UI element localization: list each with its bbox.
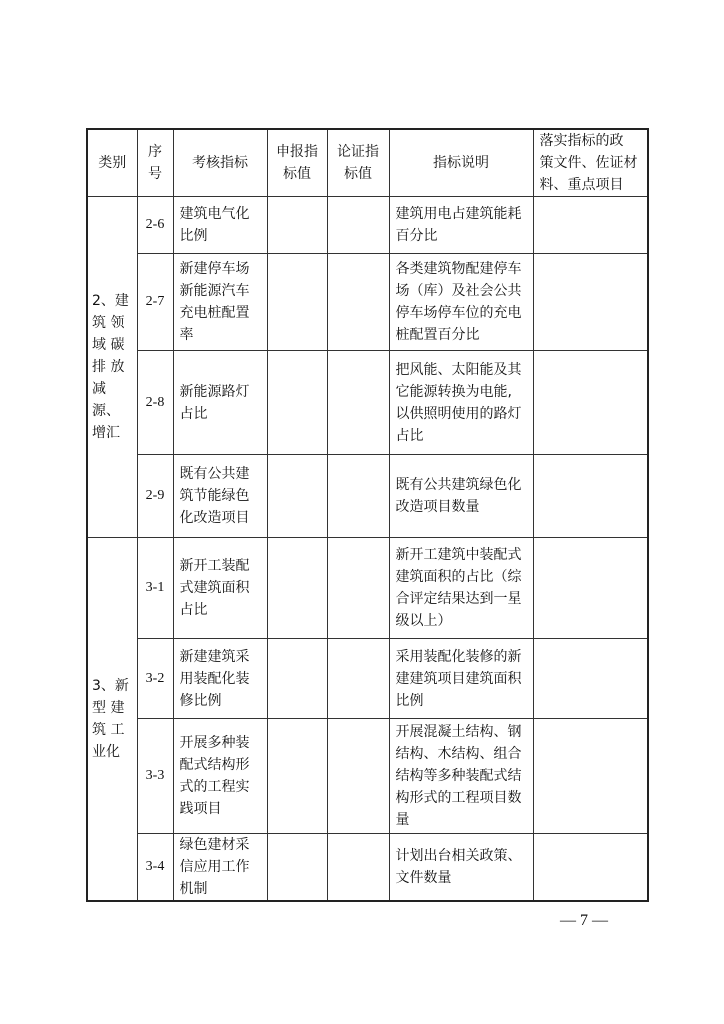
header-row: [87, 129, 648, 197]
page-number: — 7 —: [560, 912, 608, 929]
header-category: 类别: [87, 129, 137, 197]
declared-value-cell: [267, 197, 327, 254]
description-cell: 开展混凝土结构、钢 结构、木结构、组合 结构等多种装配式结 构形式的工程项目数 量: [389, 719, 533, 834]
description-cell: 把风能、太阳能及其 它能源转换为电能, 以供照明使用的路灯 占比: [389, 351, 533, 455]
indicator-cell: 既有公共建 筑节能绿色 化改造项目: [173, 455, 267, 538]
declared-value-cell: [267, 351, 327, 455]
verified-value-cell: [327, 197, 389, 254]
row-number: 2-8: [137, 351, 173, 455]
evidence-cell: [533, 254, 648, 351]
indicator-cell: 建筑电气化 比例: [173, 197, 267, 254]
table-row: [87, 197, 648, 254]
indicator-cell: 新建停车场 新能源汽车 充电桩配置 率: [173, 254, 267, 351]
evidence-cell: [533, 351, 648, 455]
evidence-cell: [533, 455, 648, 538]
evidence-cell: [533, 719, 648, 834]
table-row: [87, 351, 648, 455]
description-cell: 建筑用电占建筑能耗 百分比: [389, 197, 533, 254]
category-cell: 3、新 型 建 筑 工 业化: [87, 538, 137, 902]
row-number: 3-2: [137, 639, 173, 719]
row-number: 3-4: [137, 834, 173, 902]
header-declared-value: 申报指 标值: [267, 129, 327, 197]
declared-value-cell: [267, 639, 327, 719]
indicator-cell: 新开工装配 式建筑面积 占比: [173, 538, 267, 639]
header-description: 指标说明: [389, 129, 533, 197]
header-indicator: 考核指标: [173, 129, 267, 197]
evidence-cell: [533, 538, 648, 639]
table-row: [87, 639, 648, 719]
description-cell: 计划出台相关政策、 文件数量: [389, 834, 533, 902]
table-row: [87, 834, 648, 902]
row-number: 3-3: [137, 719, 173, 834]
header-number: 序 号: [137, 129, 173, 197]
evidence-cell: [533, 834, 648, 902]
row-number: 3-1: [137, 538, 173, 639]
header-verified-value: 论证指 标值: [327, 129, 389, 197]
indicator-cell: 绿色建材采 信应用工作 机制: [173, 834, 267, 902]
evidence-cell: [533, 197, 648, 254]
verified-value-cell: [327, 538, 389, 639]
indicator-cell: 开展多种装 配式结构形 式的工程实 践项目: [173, 719, 267, 834]
declared-value-cell: [267, 538, 327, 639]
table-row: [87, 254, 648, 351]
verified-value-cell: [327, 639, 389, 719]
declared-value-cell: [267, 254, 327, 351]
row-number: 2-6: [137, 197, 173, 254]
verified-value-cell: [327, 351, 389, 455]
table-row: [87, 538, 648, 639]
header-evidence: 落实指标的政 策文件、佐证材 料、重点项目: [533, 129, 648, 197]
evidence-cell: [533, 639, 648, 719]
declared-value-cell: [267, 719, 327, 834]
verified-value-cell: [327, 455, 389, 538]
description-cell: 既有公共建筑绿色化 改造项目数量: [389, 455, 533, 538]
description-cell: 新开工建筑中装配式 建筑面积的占比（综 合评定结果达到一星 级以上）: [389, 538, 533, 639]
description-cell: 各类建筑物配建停车 场（库）及社会公共 停车场停车位的充电 桩配置百分比: [389, 254, 533, 351]
verified-value-cell: [327, 254, 389, 351]
declared-value-cell: [267, 455, 327, 538]
table-row: [87, 719, 648, 834]
indicator-cell: 新建建筑采 用装配化装 修比例: [173, 639, 267, 719]
indicator-table: [86, 128, 649, 902]
verified-value-cell: [327, 719, 389, 834]
indicator-cell: 新能源路灯 占比: [173, 351, 267, 455]
row-number: 2-7: [137, 254, 173, 351]
category-cell: 2、建 筑 领 域 碳 排 放 减源、 增汇: [87, 197, 137, 538]
verified-value-cell: [327, 834, 389, 902]
row-number: 2-9: [137, 455, 173, 538]
description-cell: 采用装配化装修的新 建建筑项目建筑面积 比例: [389, 639, 533, 719]
table-row: [87, 455, 648, 538]
declared-value-cell: [267, 834, 327, 902]
